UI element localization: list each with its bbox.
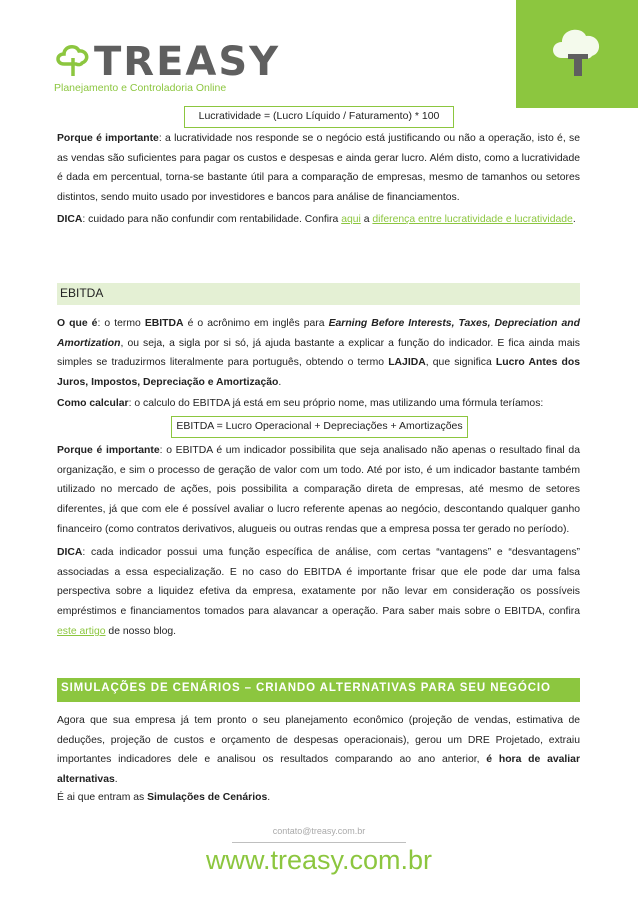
link-aqui[interactable]: aqui <box>341 214 361 225</box>
term-lajida-meaning: Lucro Antes dos Juros, Impostos, Depreciação e Amortização <box>57 357 580 389</box>
paragraph-text: . <box>278 377 282 389</box>
bold-text: Simulações de Cenários <box>147 792 268 803</box>
link-diferenca[interactable]: diferença entre lucratividade e lucratividade <box>372 214 573 225</box>
formula-text: EBITDA = Lucro Operacional + Depreciações + Amortizações <box>176 420 463 432</box>
label-como-calcular: Como calcular <box>57 398 129 409</box>
paragraph-ebitda-importante <box>57 441 580 540</box>
corner-badge <box>516 0 638 108</box>
section-heading-simulacoes <box>57 678 580 702</box>
paragraph-text: : cada indicador possui uma função específica de análise, com certas “vantagens” e “desvantagens” associadas a essa especialização. E no caso do EBITDA é importante frisar que ele pode dar uma falsa perspectiva sobre a liquidez efetiva da empresa, exatamente por não levar em consideração os possíveis empréstimos e financiamentos tomados para alavancar a operação. Para saber mais sobre o EBITDA, confira <box>57 547 580 618</box>
paragraph-simulacoes-intro <box>57 711 580 790</box>
formula-box-lucratividade <box>184 106 454 128</box>
paragraph-text: a <box>360 214 373 225</box>
paragraph-text: , que significa <box>425 357 496 369</box>
label-oque: O que é <box>57 318 98 329</box>
paragraph-text: É ai que entram as <box>57 792 148 803</box>
section-heading-ebitda <box>57 283 580 305</box>
tree-icon <box>548 22 608 84</box>
term-english: Earning Before Interests, Taxes, Depreciation and Amortization <box>57 318 581 349</box>
paragraph-text: . <box>267 792 271 803</box>
label-porque-importante: Porque é importante <box>57 133 159 144</box>
footer-website[interactable]: www.treasy.com.br <box>205 845 433 875</box>
paragraph-text: , ou seja, a sigla por si só, já ajuda bastante a explicar a função do indicador. E fica ainda mais simples se traduzirmos literalmente para português, obtendo o termo <box>57 337 580 369</box>
label-dica: DICA <box>57 547 83 558</box>
paragraph-text: : o calculo do EBITDA já está em seu próprio nome, mas utilizando uma fórmula teríamos: <box>128 398 544 409</box>
paragraph-text: : a lucratividade nos responde se o negócio está justificando ou não a operação, isto é, se as vendas são suficientes para pagar os custos e despesas e ainda gerar lucro. Além disto, como a lucratividade é dada em percentual, torna-se bastante útil para a comparação de empresas, mesmo de tamanhos ou setores distintos, sendo muito usado por investidores e bancos para análise de financiamentos. <box>57 133 580 204</box>
term-lajida: LAJIDA <box>388 357 426 369</box>
paragraph-text: de nosso blog. <box>105 625 177 637</box>
paragraph-ebitda-dica <box>57 543 580 642</box>
brand-tagline: Planejamento e Controladoria Online <box>54 82 227 94</box>
paragraph-text: . <box>114 774 118 786</box>
brand-name: TREASY <box>94 39 281 85</box>
paragraph-ebitda-calcular <box>57 394 580 414</box>
section-title: SIMULAÇÕES DE CENÁRIOS – CRIANDO ALTERNATIVAS PARA SEU NEGÓCIO <box>61 682 551 694</box>
bold-text: é hora de avaliar alternativas <box>57 754 580 786</box>
paragraph-lucratividade-importante <box>57 129 580 208</box>
term-ebitda: EBITDA <box>144 318 184 329</box>
footer-divider <box>232 842 406 843</box>
tree-icon <box>54 42 92 82</box>
formula-box-ebitda <box>171 416 468 438</box>
treasy-logo <box>54 38 284 98</box>
formula-text: Lucratividade = (Lucro Líquido / Faturamento) * 100 <box>198 110 440 122</box>
label-dica: DICA <box>57 214 83 225</box>
paragraph-text: : cuidado para não confundir com rentabilidade. Confira <box>82 214 342 225</box>
section-title: EBITDA <box>60 286 104 300</box>
footer-email[interactable]: contato@treasy.com.br <box>272 826 366 836</box>
paragraph-text: Agora que sua empresa já tem pronto o seu planejamento econômico (projeção de vendas, estimativa de deduções, projeção de custos e orçamento de despesas operacionais), gerou um DRE Projetado, extraiu importantes indicadores dele e analisou os resultados comparando ao ano anterior, <box>57 715 580 766</box>
paragraph-text: . <box>572 214 576 225</box>
paragraph-lucratividade-dica <box>57 210 580 230</box>
label-porque-importante: Porque é importante <box>57 445 160 456</box>
link-este-artigo[interactable]: este artigo <box>57 625 106 637</box>
paragraph-text: : o EBITDA é um indicador possibilita que seja analisado não apenas o resultado final da organização, e sim o processo de geração de valor com um todo. Até por isto, é um indicador bastante também utilizado no mercado de ações, pois possibilita a comparação direta de empresas, até mesmo de setores diferentes, já que com ele é possível avaliar o lucro referente apenas ao negócio, descontando qualquer ganho financeiro (como contratos derivativos, alugueis ou outras rendas que a empresa possa ter gerado no período). <box>57 445 580 535</box>
paragraph-simulacoes-cenarios <box>57 788 580 808</box>
paragraph-ebitda-oque <box>57 314 580 393</box>
paragraph-text: é o acrônimo em inglês para <box>183 318 329 329</box>
paragraph-text: : o termo <box>97 318 145 329</box>
